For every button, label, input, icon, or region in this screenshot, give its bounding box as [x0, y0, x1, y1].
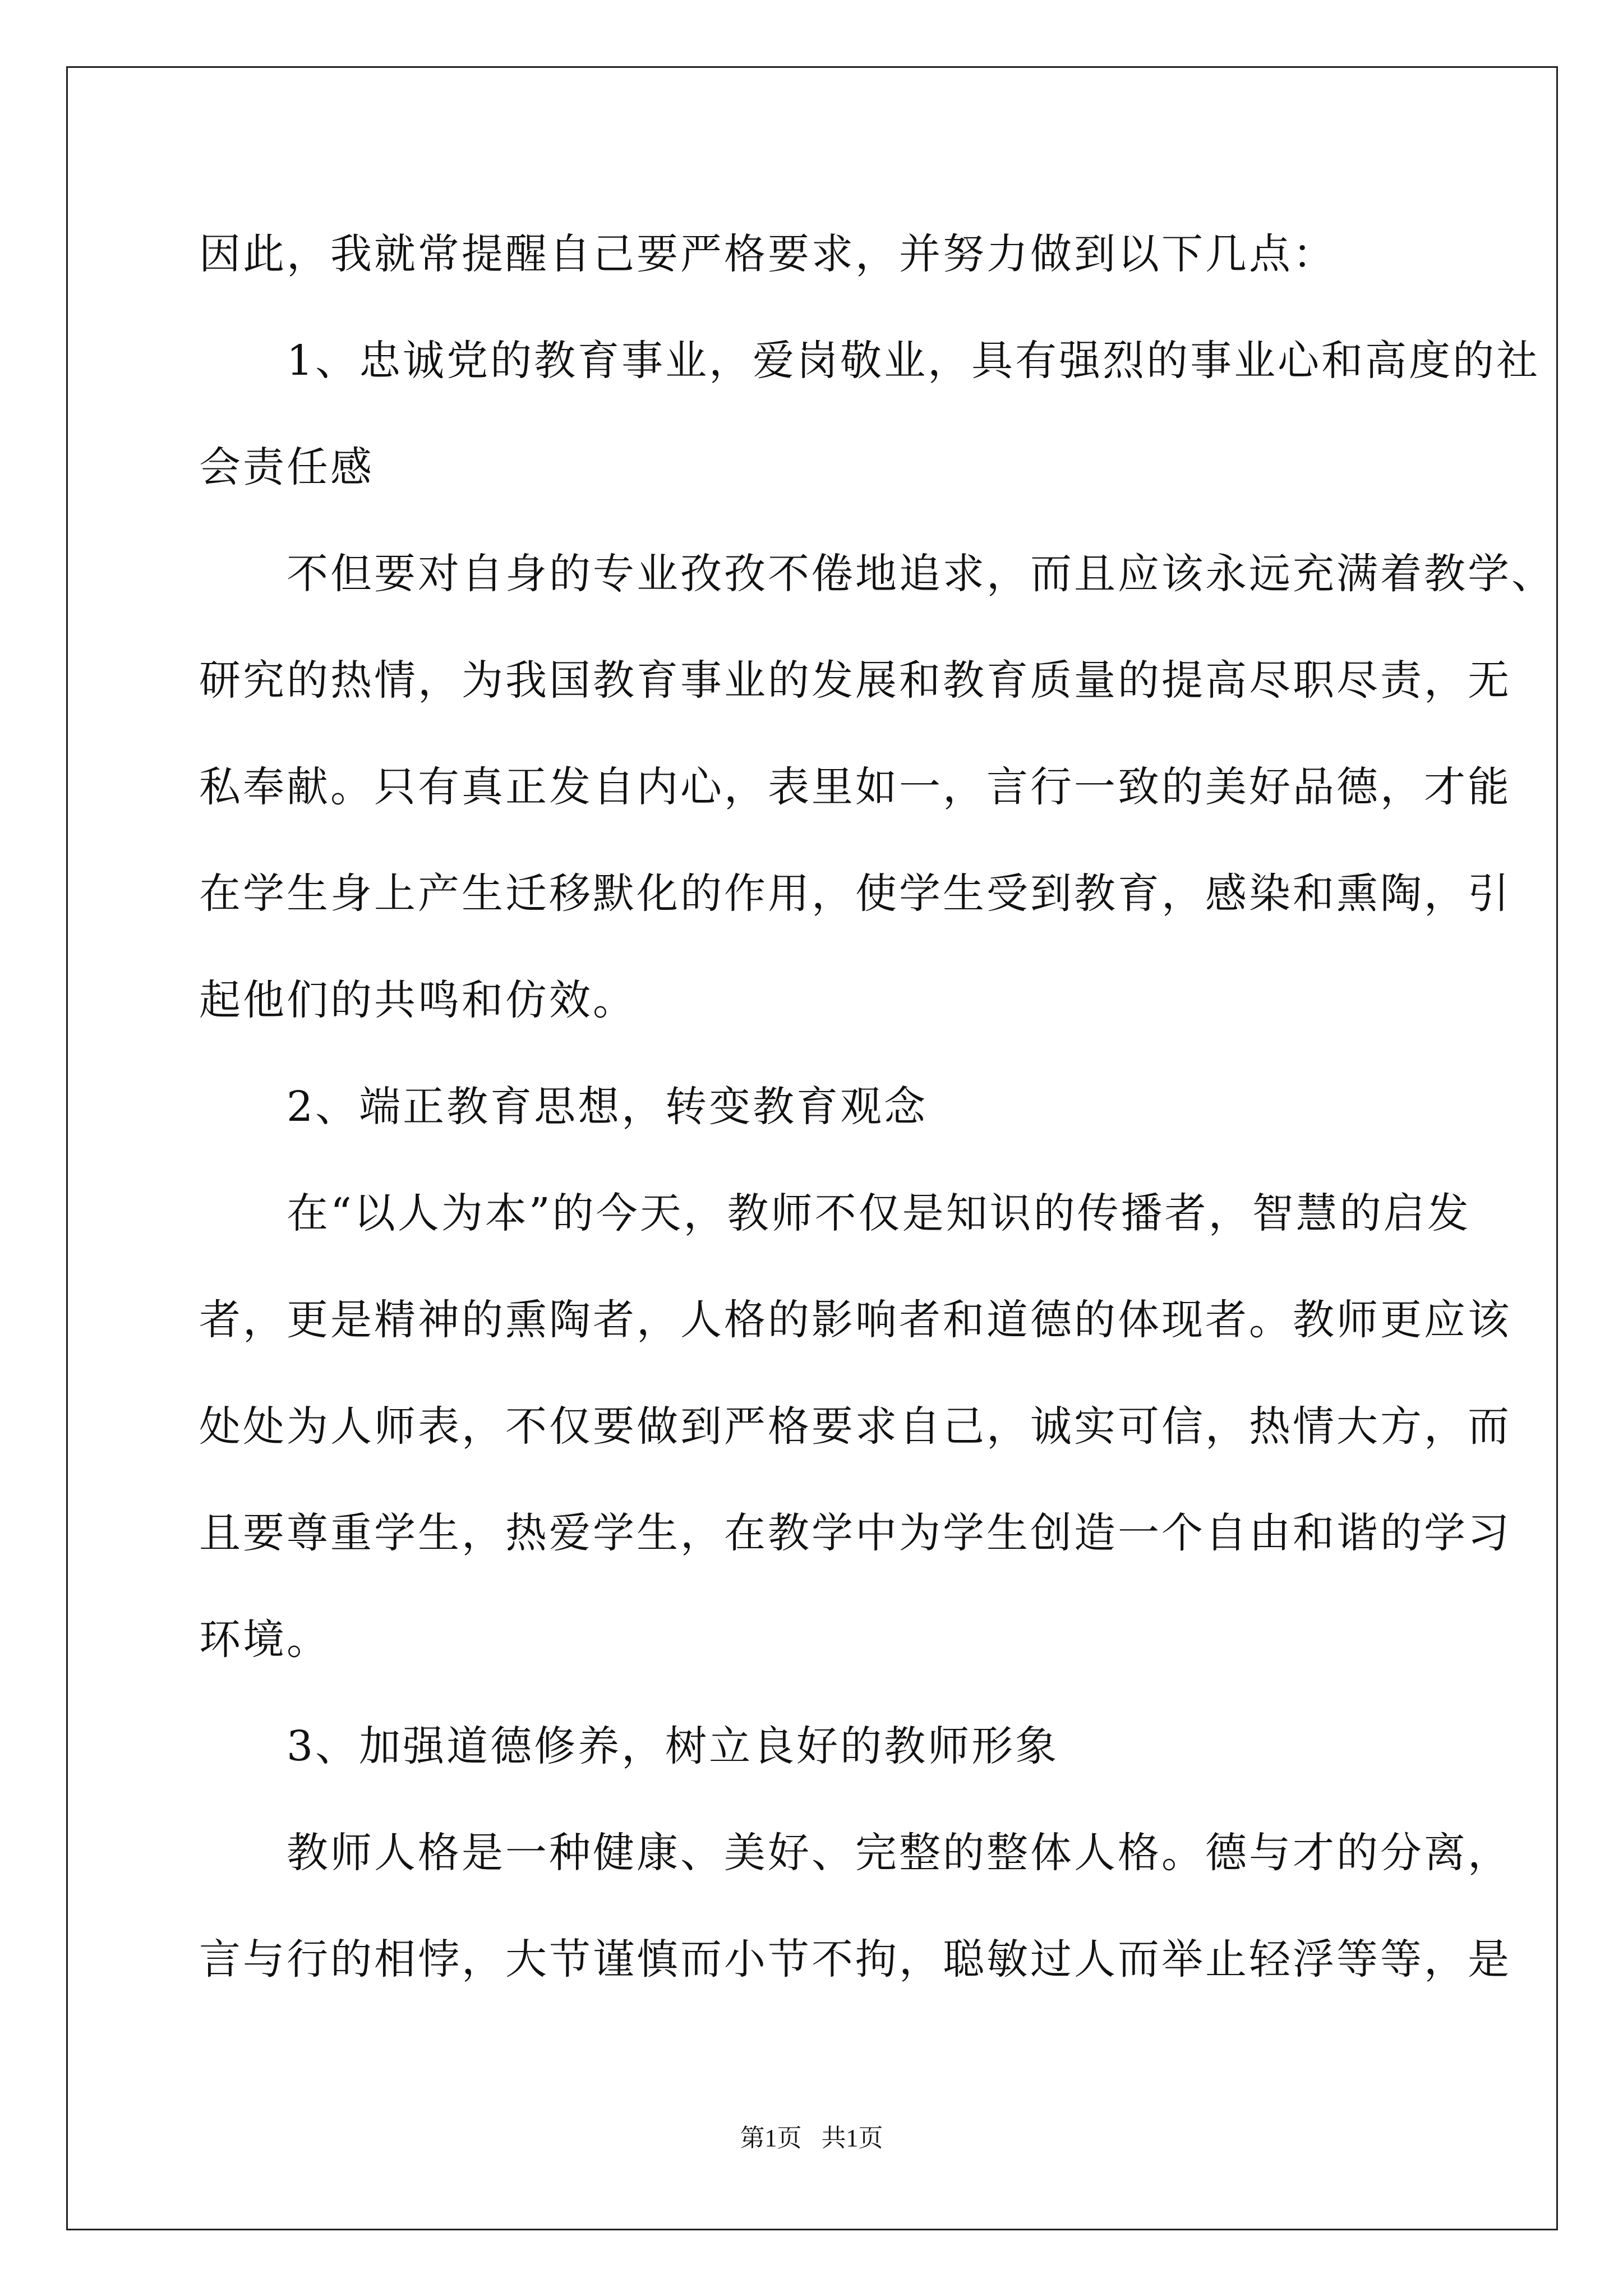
text-line: 因此，我就常提醒自己要严格要求，并努力做到以下几点：: [199, 230, 1336, 278]
text-line: 1、忠诚党的教育事业，爱岗敬业，具有强烈的事业心和高度的社: [199, 337, 1541, 385]
text-line: 教师人格是一种健康、美好、完整的整体人格。德与才的分离，: [199, 1829, 1511, 1877]
text-line: 在学生身上产生迁移默化的作用，使学生受到教育，感染和熏陶，引: [199, 869, 1511, 918]
page-number: 第1页: [740, 2124, 802, 2152]
text-line: 3、加强道德修养，树立良好的教师形象: [199, 1722, 1059, 1770]
text-line: 起他们的共鸣和仿效。: [199, 976, 637, 1024]
page-border: [66, 66, 1558, 2230]
text-line: 2、端正教育思想，转变教育观念: [199, 1083, 928, 1131]
text-line: 私奉献。只有真正发自内心，表里如一，言行一致的美好品德，才能: [199, 763, 1511, 811]
text-line: 不但要对自身的专业孜孜不倦地追求，而且应该永远充满着教学、: [199, 550, 1555, 598]
text-line: 且要尊重学生，热爱学生，在教学中为学生创造一个自由和谐的学习: [199, 1509, 1511, 1557]
text-line: 在“以人为本”的今天，教师不仅是知识的传播者，智慧的启发: [199, 1189, 1471, 1237]
text-line: 环境。: [199, 1616, 330, 1664]
text-line: 者，更是精神的熏陶者，人格的影响者和道德的体现者。教师更应该: [199, 1296, 1511, 1344]
page-footer: [0, 2122, 1623, 2155]
text-line: 会责任感: [199, 443, 374, 491]
text-line: 言与行的相悖，大节谨慎而小节不拘，聪敏过人而举止轻浮等等，是: [199, 1935, 1511, 1984]
text-line: 处处为人师表，不仅要做到严格要求自己，诚实可信，热情大方，而: [199, 1402, 1511, 1451]
text-line: 研究的热情，为我国教育事业的发展和教育质量的提高尽职尽责，无: [199, 656, 1511, 705]
page-total: 共1页: [821, 2124, 883, 2152]
